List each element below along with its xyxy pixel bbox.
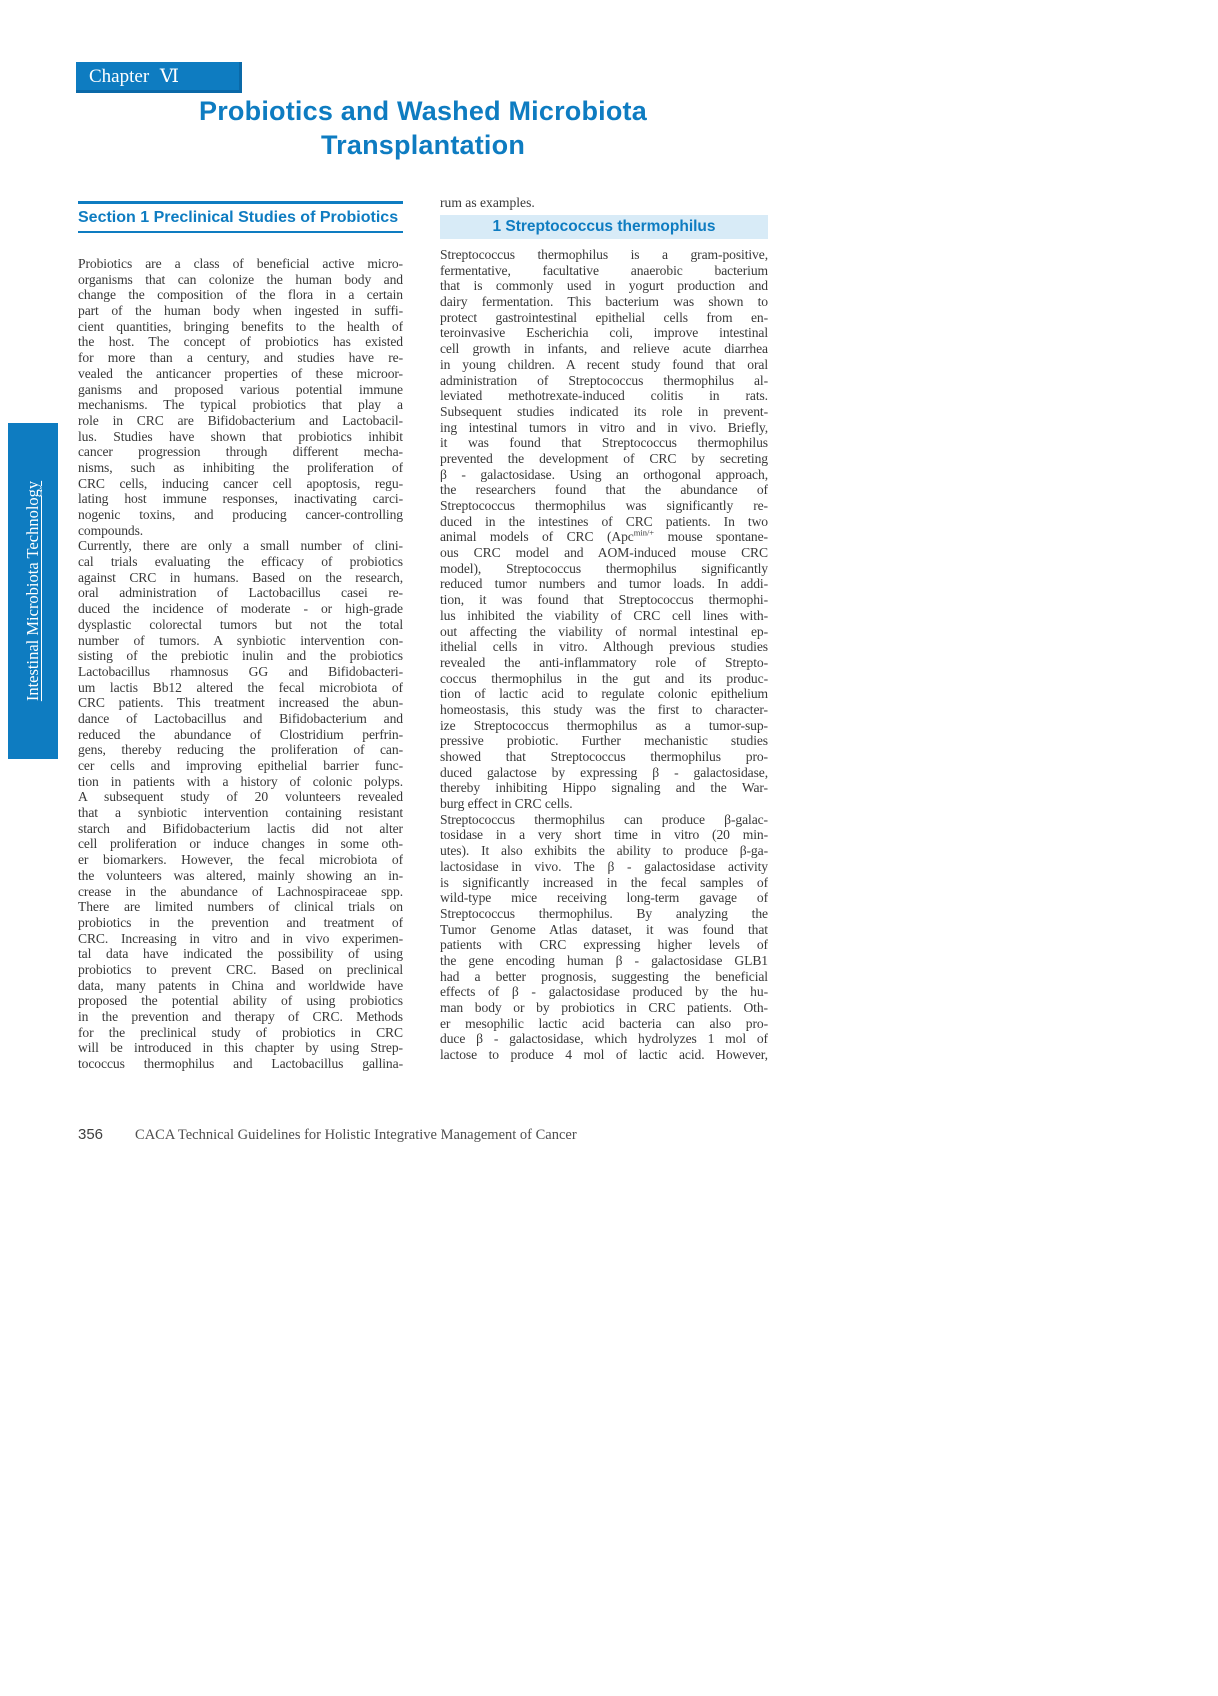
text-line: tion in patients with a history of colonic polyps.	[78, 773, 403, 789]
page-number: 356	[78, 1126, 104, 1143]
text-line: Probiotics are a class of beneficial active micro-	[78, 256, 403, 271]
text-line: ize Streptococcus thermophilus as a tumor-sup-	[440, 717, 768, 733]
text-line: Subsequent studies indicated its role in prevent-	[440, 403, 768, 419]
text-line: homeostasis, this study was the first to character-	[440, 701, 768, 717]
text-line: duced in the intestines of CRC patients. In two	[440, 513, 768, 529]
text-line: starch and Bifidobacterium lactis did not alter	[78, 820, 403, 836]
text-line: leviated methotrexate-induced colitis in rats.	[440, 388, 768, 404]
text-line: part of the human body when ingested in suffi-	[78, 303, 403, 319]
text-line: that a synbiotic intervention containing resistant	[78, 805, 403, 821]
text-line: Streptococcus thermophilus is a gram-positive,	[440, 247, 768, 262]
text-line: sisting of the prebiotic inulin and the probiotics	[78, 648, 403, 664]
text-line: tion of lactic acid to regulate colonic epithelium	[440, 686, 768, 702]
text-line: utes). It also exhibits the ability to produce β-ga-	[440, 843, 768, 859]
right-column-head	[440, 192, 768, 247]
text-line: administration of Streptococcus thermophilus al-	[440, 372, 768, 388]
text-line: oral administration of Lactobacillus casei re-	[78, 585, 403, 601]
text-line: in young children. A recent study found that oral	[440, 356, 768, 372]
text-line: change the composition of the flora in a certain	[78, 287, 403, 303]
text-line: tion, it was found that Streptococcus thermophi-	[440, 592, 768, 608]
text-line: pressive probiotic. Further mechanistic studies	[440, 733, 768, 749]
text-line: duced the incidence of moderate - or high-grade	[78, 601, 403, 617]
content-columns	[78, 192, 768, 1072]
left-column-head	[78, 201, 403, 256]
footer-book-title: CACA Technical Guidelines for Holistic Integrative Management of Cancer	[135, 1127, 577, 1143]
text-line: lating host immune responses, inactivating carci-	[78, 491, 403, 507]
text-line: dance of Lactobacillus and Bifidobacterium and	[78, 710, 403, 726]
text-line: revealed the anti-inflammatory role of Strepto-	[440, 654, 768, 670]
text-line: organisms that can colonize the human body and	[78, 271, 403, 287]
text-line: Streptococcus thermophilus can produce β-galac-	[440, 811, 768, 827]
text-line: that is commonly used in yogurt production and	[440, 278, 768, 294]
text-line: effects of β - galactosidase produced by the hu-	[440, 984, 768, 1000]
text-line: Currently, there are only a small number of clini-	[78, 538, 403, 554]
text-line: tal data have indicated the possibility of using	[78, 946, 403, 962]
text-line: had a better prognosis, suggesting the beneficial	[440, 968, 768, 984]
text-line: will be introduced in this chapter by using Strep-	[78, 1040, 403, 1056]
text-line: model), Streptococcus thermophilus significantly	[440, 560, 768, 576]
text-line: the volunteers was altered, mainly showing an in-	[78, 867, 403, 883]
text-line: coccus thermophilus in the gut and its produc-	[440, 670, 768, 686]
text-line: reduced tumor numbers and tumor loads. In addi-	[440, 576, 768, 592]
text-line: cer cells and improving epithelial barrier func-	[78, 758, 403, 773]
text-line: reduced the abundance of Clostridium perfrin-	[78, 726, 403, 742]
text-line: in the prevention and therapy of CRC. Methods	[78, 1009, 403, 1024]
text-line: the host. The concept of probiotics has existed	[78, 334, 403, 350]
text-line: lus inhibited the viability of CRC cell lines with-	[440, 607, 768, 623]
text-line: man body or by probiotics in CRC patients. Oth-	[440, 1000, 768, 1015]
text-line: protect gastrointestinal epithelial cells from en-	[440, 309, 768, 325]
text-line: cell proliferation or induce changes in some oth-	[78, 836, 403, 852]
text-line: out affecting the viability of normal intestinal ep-	[440, 623, 768, 639]
text-line: cal trials evaluating the efficacy of probiotics	[78, 554, 403, 570]
text-line: proposed the potential ability of using probiotics	[78, 993, 403, 1009]
text-line: A subsequent study of 20 volunteers revealed	[78, 789, 403, 805]
title-line-1: Probiotics and Washed Microbiota	[199, 96, 647, 126]
sidebar-label: Intestinal Microbiota Technology	[23, 480, 42, 702]
text-line: ing intestinal tumors in vitro and in vivo. Briefly,	[440, 419, 768, 435]
text-line: duced galactose by expressing β - galactosidase,	[440, 764, 768, 780]
text-line: duce β - galactosidase, which hydrolyzes 1 mol of	[440, 1031, 768, 1047]
text-line: Streptococcus thermophilus was significantly re-	[440, 498, 768, 513]
text-line: Lactobacillus rhamnosus GG and Bifidobacteri-	[78, 663, 403, 679]
text-line: tococcus thermophilus and Lactobacillus gallina-	[78, 1056, 403, 1072]
text-line: mechanisms. The typical probiotics that play a	[78, 397, 403, 413]
right-column-body	[440, 247, 768, 1063]
text-line: the researchers found that the abundance of	[440, 482, 768, 498]
subsection-heading: 1 Streptococcus thermophilus	[492, 218, 716, 235]
text-line: lus. Studies have shown that probiotics inhibit	[78, 428, 403, 444]
text-line: dysplastic colorectal tumors but not the total	[78, 616, 403, 632]
page-footer	[78, 1126, 768, 1144]
sidebar-tab	[8, 423, 58, 759]
text-line: There are limited numbers of clinical trials on	[78, 899, 403, 915]
text-line: vealed the anticancer properties of these microor-	[78, 365, 403, 381]
text-line: prevented the development of CRC by secreting	[440, 450, 768, 466]
text-line: nisms, such as inhibiting the proliferation of	[78, 459, 403, 475]
text-line: crease in the abundance of Lachnospiraceae spp.	[78, 883, 403, 899]
text-line: cient quantities, bringing benefits to the health of	[78, 318, 403, 334]
text-line: probiotics in the prevention and treatment of	[78, 914, 403, 930]
text-line: compounds.	[78, 522, 144, 538]
text-line: nogenic toxins, and producing cancer-controlling	[78, 507, 403, 522]
text-line: dairy fermentation. This bacterium was shown to	[440, 294, 768, 310]
text-line: role in CRC are Bifidobacterium and Lactobacil-	[78, 412, 403, 428]
text-line: er mesophilic lactic acid bacteria can also pro-	[440, 1015, 768, 1031]
text-line: gens, thereby reducing the proliferation of can-	[78, 742, 403, 758]
text-line: ithelial cells in vitro. Although previous studies	[440, 639, 768, 655]
text-line: data, many patents in China and worldwide have	[78, 977, 403, 993]
text-line: number of tumors. A synbiotic intervention con-	[78, 632, 403, 648]
text-line: for the preclinical study of probiotics in CRC	[78, 1024, 403, 1040]
text-line: against CRC in humans. Based on the research,	[78, 569, 403, 585]
text-line: ous CRC model and AOM-induced mouse CRC	[440, 545, 768, 561]
left-column	[78, 192, 403, 1072]
text-line: fermentative, facultative anaerobic bacterium	[440, 262, 768, 278]
text-line: wild-type mice receiving long-term gavage of	[440, 890, 768, 906]
title-line-2: Transplantation	[320, 130, 526, 160]
text-line: animal models of CRC (Apc$^{min/+}$ mouse spontane-	[440, 529, 768, 545]
section-heading: Section 1 Preclinical Studies of Probiotics	[78, 201, 403, 233]
subsection-heading-band	[440, 215, 768, 239]
text-line: burg effect in CRC cells.	[440, 796, 573, 812]
text-line: CRC cells, inducing cancer cell apoptosis, regu-	[78, 475, 403, 491]
continuation-line: rum as examples.	[440, 195, 535, 210]
text-line: showed that Streptococcus thermophilus pro-	[440, 749, 768, 764]
text-line: the gene encoding human β - galactosidase GLB1	[440, 952, 768, 968]
text-line: CRC. Increasing in vitro and in vivo experimen-	[78, 930, 403, 946]
text-line: β - galactosidase. Using an orthogonal approach,	[440, 466, 768, 482]
chapter-label: Chapter Ⅵ	[89, 66, 180, 87]
text-line: it was found that Streptococcus thermophilus	[440, 435, 768, 451]
text-line: lactose to produce 4 mol of lactic acid. However,	[440, 1047, 768, 1063]
text-line: patients with CRC expressing higher levels of	[440, 937, 768, 953]
text-line: ganisms and proposed various potential immune	[78, 381, 403, 397]
text-line: thereby inhibiting Hippo signaling and the War-	[440, 780, 768, 796]
text-line: Streptococcus thermophilus. By analyzing the	[440, 905, 768, 921]
text-line: cancer progression through different mecha-	[78, 444, 403, 460]
text-line: probiotics to prevent CRC. Based on preclinical	[78, 961, 403, 977]
right-column	[440, 192, 768, 1072]
text-line: for more than a century, and studies have re-	[78, 350, 403, 366]
text-line: Tumor Genome Atlas dataset, it was found that	[440, 921, 768, 937]
text-line: lactosidase in vivo. The β - galactosidase activity	[440, 858, 768, 874]
text-line: er biomarkers. However, the fecal microbiota of	[78, 852, 403, 868]
left-column-body	[78, 256, 403, 1072]
text-line: CRC patients. This treatment increased the abun-	[78, 695, 403, 711]
page-title	[78, 94, 768, 162]
chapter-badge	[76, 62, 242, 93]
text-line: um lactis Bb12 altered the fecal microbiota of	[78, 679, 403, 695]
text-line: tosidase in a very short time in vitro (20 min-	[440, 827, 768, 843]
text-line: teroinvasive Escherichia coli, improve intestinal	[440, 325, 768, 341]
text-line: cell growth in infants, and relieve acute diarrhea	[440, 341, 768, 357]
text-line: is significantly increased in the fecal samples of	[440, 874, 768, 890]
